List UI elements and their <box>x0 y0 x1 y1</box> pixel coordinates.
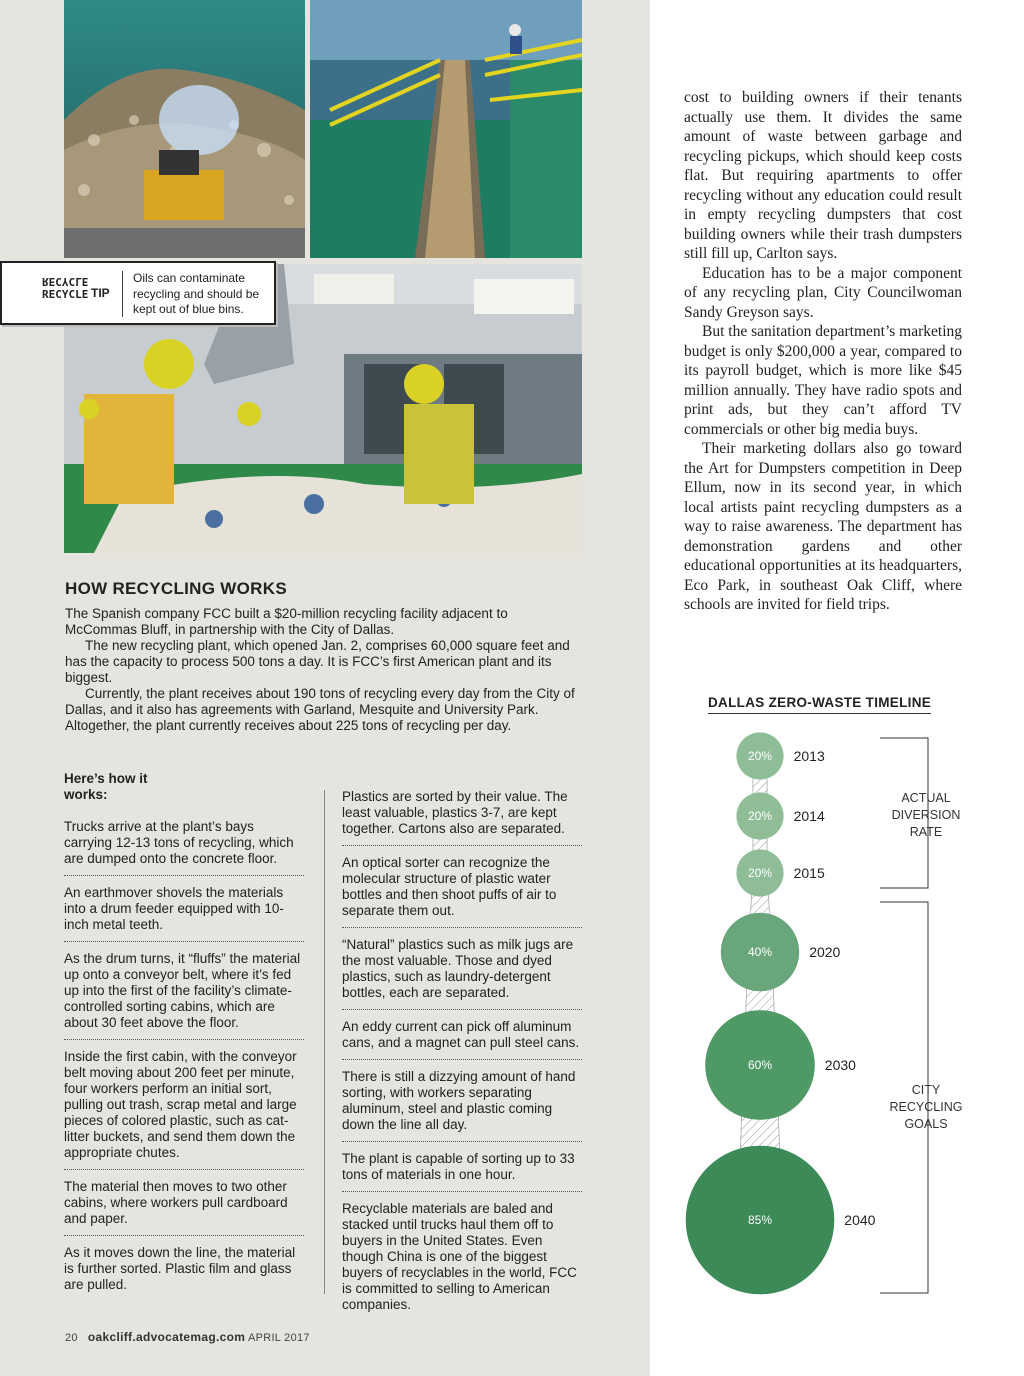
timeline-year-label: 2014 <box>793 808 825 824</box>
step-item: An earthmover shovels the materials into a drum feeder equipped with 10-inch metal teeth. <box>64 885 304 942</box>
step-item: As the drum turns, it “fluffs” the material up onto a conveyor belt, where it’s fed up into the first of the facility’s climate-controlled sorting cabins, which are about 30 feet above the floor. <box>64 951 304 1040</box>
step-item: Plastics are sorted by their value. The least valuable, plastics 3-7, are kept together. Cartons also are separated. <box>342 789 582 846</box>
step-item: Inside the first cabin, with the conveyor belt moving about 200 feet per minute, four workers perform an initial sort, pulling out trash, scrap metal and large pieces of colored plastic, such as cat-litter buckets, and send them down the appropriate chutes. <box>64 1049 304 1170</box>
section-intro <box>65 606 583 734</box>
step-item: “Natural” plastics such as milk jugs are the most valuable. Those and dyed plastics, such as laundry-detergent bottles, each are separated. <box>342 937 582 1010</box>
step-item: Trucks arrive at the plant’s bays carrying 12-13 tons of recycling, which are dumped onto the concrete floor. <box>64 819 304 876</box>
page-footer <box>65 1330 310 1344</box>
intro-paragraph: The new recycling plant, which opened Jan. 2, comprises 60,000 square feet and has the capacity to process 500 tons a day. It is FCC’s first American plant and its biggest. <box>65 638 570 685</box>
tip-callout <box>0 261 276 325</box>
step-item: Recyclable materials are baled and stacked until trucks haul them off to buyers in the United States. Even though China is one of the biggest buyers of recyclables in the world, FCC is committed to selling to American companies. <box>342 1201 577 1312</box>
timeline-year-label: 2015 <box>793 865 825 881</box>
timeline-value-label: 20% <box>747 809 773 823</box>
page-number: 20 <box>65 1332 78 1344</box>
timeline-value-label: 85% <box>747 1213 773 1227</box>
timeline-value-label: 20% <box>747 749 773 763</box>
timeline-value-label: 20% <box>747 866 773 880</box>
steps-column-right <box>342 789 582 1330</box>
tip-label: TIP <box>91 286 110 300</box>
recycle-logo <box>42 275 89 301</box>
footer-site: oakcliff.advocatemag.com <box>87 1330 246 1344</box>
article-paragraph: Their marketing dollars also go toward the Art for Dumpsters competition in Deep Ellum, now in its second year, in which local artists paint recycling dumpsters as a way to raise awareness. The department has demonstration gardens and other educational opportunities at its headquarters, Eco Park, in southeast Oak Cliff, where schools are invited for field trips. <box>684 440 962 613</box>
step-item: An optical sorter can recognize the molecular structure of plastic water bottles and then shoot puffs of air to separate them out. <box>342 855 582 928</box>
tip-divider <box>122 271 123 317</box>
timeline-year-label: 2020 <box>809 944 841 960</box>
step-item: As it moves down the line, the material is further sorted. Plastic film and glass are pulled. <box>64 1245 296 1292</box>
timeline-title: DALLAS ZERO-WASTE TIMELINE <box>708 695 931 714</box>
recycle-logo-text: RECYCLE <box>42 288 89 301</box>
recycle-logo-flipped: RECYCLE <box>42 275 89 288</box>
steps-column-left <box>64 771 304 1310</box>
footer-issue: APRIL 2017 <box>247 1332 310 1344</box>
timeline-value-label: 60% <box>747 1058 773 1072</box>
timeline-value-label: 40% <box>747 945 773 959</box>
steps-heading: Here’s how it works: <box>64 771 148 802</box>
timeline-year-label: 2030 <box>824 1057 856 1073</box>
intro-paragraph: The Spanish company FCC built a $20-million recycling facility adjacent to McCommas Bluff, in partnership with the City of Dallas. <box>65 606 508 637</box>
tip-text: Oils can contaminate recycling and should be kept out of blue bins. <box>133 271 260 316</box>
timeline-year-label: 2013 <box>793 748 825 764</box>
group-goals-label: CITY RECYCLING GOALS <box>889 1083 963 1131</box>
article-paragraph: But the sanitation department’s marketing budget is only $200,000 a year, compared to its payroll budget, which is more like $45 million annually. They have radio spots and print ads, but they can’t afford TV commercials or other big media buys. <box>684 323 962 438</box>
group-actual-label: ACTUAL DIVERSION RATE <box>891 791 961 839</box>
step-item: The material then moves to two other cabins, where workers pull cardboard and paper. <box>64 1179 304 1236</box>
article-paragraph: Education has to be a major component of any recycling plan, City Councilwoman Sandy Greyson says. <box>684 264 962 321</box>
photo-waste-pile <box>64 0 305 258</box>
photo-conveyor <box>310 0 582 258</box>
step-item: The plant is capable of sorting up to 33 tons of materials in one hour. <box>342 1151 582 1192</box>
article-paragraph: cost to building owners if their tenants actually use them. It divides the same amount of waste between garbage and recycling pickups, which should keep costs flat. But requiring apartments to offer recycling without any education could result in empty recycling dumpsters that cost building owners while their trash dumpsters still fill up, Carlton says. <box>684 89 962 262</box>
step-item: There is still a dizzying amount of hand sorting, with workers separating aluminum, steel and plastic coming down the line all day. <box>342 1069 582 1142</box>
step-item: An eddy current can pick off aluminum cans, and a magnet can pull steel cans. <box>342 1019 582 1060</box>
article-body <box>684 88 962 615</box>
intro-paragraph: Currently, the plant receives about 190 tons of recycling every day from the City of Dallas, and it also has agreements with Garland, Mesquite and University Park. Altogether, the plant currently receives about 225 tons of recycling per day. <box>65 686 575 733</box>
section-title: HOW RECYCLING WORKS <box>65 579 287 598</box>
column-divider <box>324 790 325 1294</box>
timeline-year-label: 2040 <box>844 1212 876 1228</box>
